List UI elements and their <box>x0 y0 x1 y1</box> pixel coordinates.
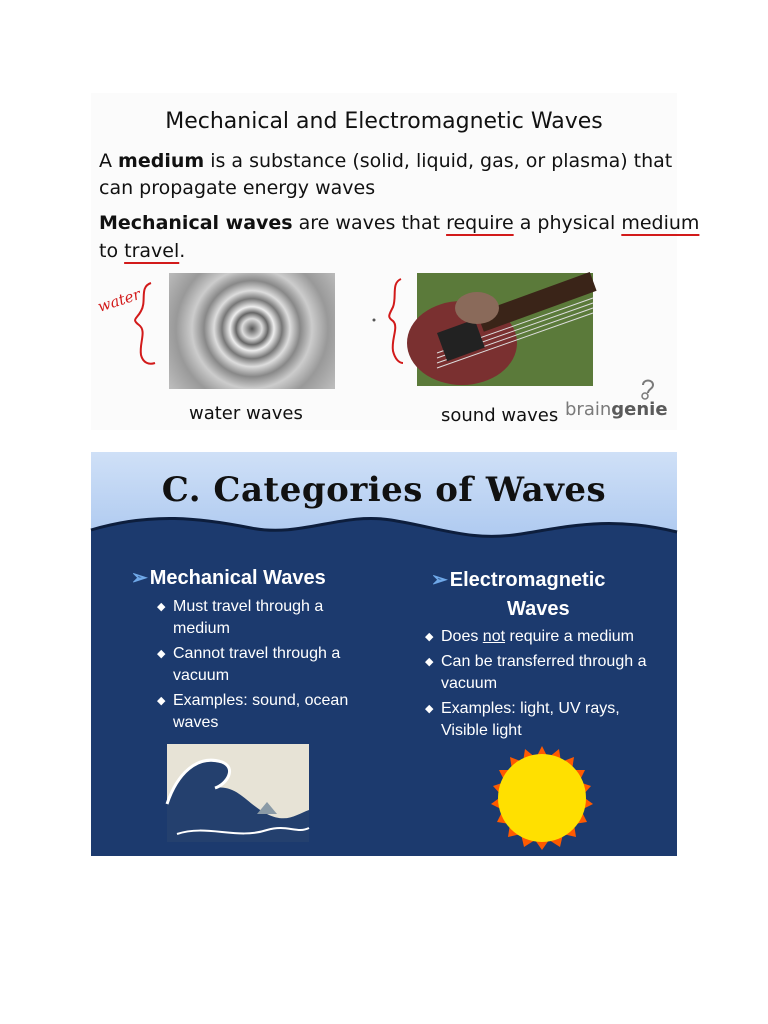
braingenie-logo: braingenie <box>565 399 668 420</box>
mechanical-waves-list <box>155 596 365 737</box>
list-item: ◆ Can be transferred through a vacuum <box>425 653 647 692</box>
electromagnetic-waves-list <box>423 626 669 745</box>
list-item: ◆ Must travel through a medium <box>157 598 324 637</box>
ocean-wave-artwork <box>167 744 309 842</box>
diamond-bullet-icon: ◆ <box>157 648 166 660</box>
mechanical-definition-line2: to travel. <box>99 240 186 262</box>
water-waves-caption: water waves <box>189 403 303 424</box>
list-item: ◆ Cannot travel through a vacuum <box>157 645 341 684</box>
water-waves-photo <box>169 273 335 389</box>
bass-guitar-illustration <box>417 273 593 386</box>
mechanical-definition-line1: Mechanical waves are waves that require a physical medium <box>99 212 700 234</box>
water-annotation <box>95 279 165 369</box>
slide2-title: C. Categories of Waves <box>161 470 607 510</box>
list-item: ◆ Does not require a medium <box>423 626 669 648</box>
diamond-bullet-icon: ◆ <box>157 601 166 613</box>
great-wave-illustration <box>167 744 309 842</box>
braingenie-logo-icon <box>637 377 657 401</box>
diamond-bullet-icon: ◆ <box>425 656 434 668</box>
slide-mechanical-electromagnetic <box>91 93 700 430</box>
sound-waves-photo <box>417 273 593 386</box>
diamond-bullet-icon: ◆ <box>425 703 434 715</box>
sound-waves-caption: sound waves <box>441 405 559 426</box>
wave-divider <box>91 512 677 572</box>
list-item: ◆ Examples: light, UV rays, Visible light <box>425 700 620 739</box>
electromagnetic-waves-heading: ➢ Electromagnetic Waves <box>431 569 606 620</box>
mechanical-waves-heading: ➢ Mechanical Waves <box>131 567 326 589</box>
list-item: ◆ Examples: sound, ocean waves <box>157 692 349 731</box>
medium-definition-line2: can propagate energy waves <box>99 177 376 199</box>
arrow-bullet-icon: ➢ <box>431 569 448 591</box>
sun-icon <box>487 744 597 852</box>
diamond-bullet-icon: ◆ <box>425 631 434 643</box>
medium-definition-line1: A medium is a substance (solid, liquid, gas, or plasma) that <box>99 150 673 172</box>
svg-text:water: water <box>95 285 143 316</box>
brace-annotation <box>385 277 407 367</box>
dot-mark <box>371 317 377 323</box>
slide-categories-of-waves <box>91 452 677 856</box>
arrow-bullet-icon: ➢ <box>131 567 148 589</box>
slide1-title: Mechanical and Electromagnetic Waves <box>165 109 603 134</box>
diamond-bullet-icon: ◆ <box>157 695 166 707</box>
